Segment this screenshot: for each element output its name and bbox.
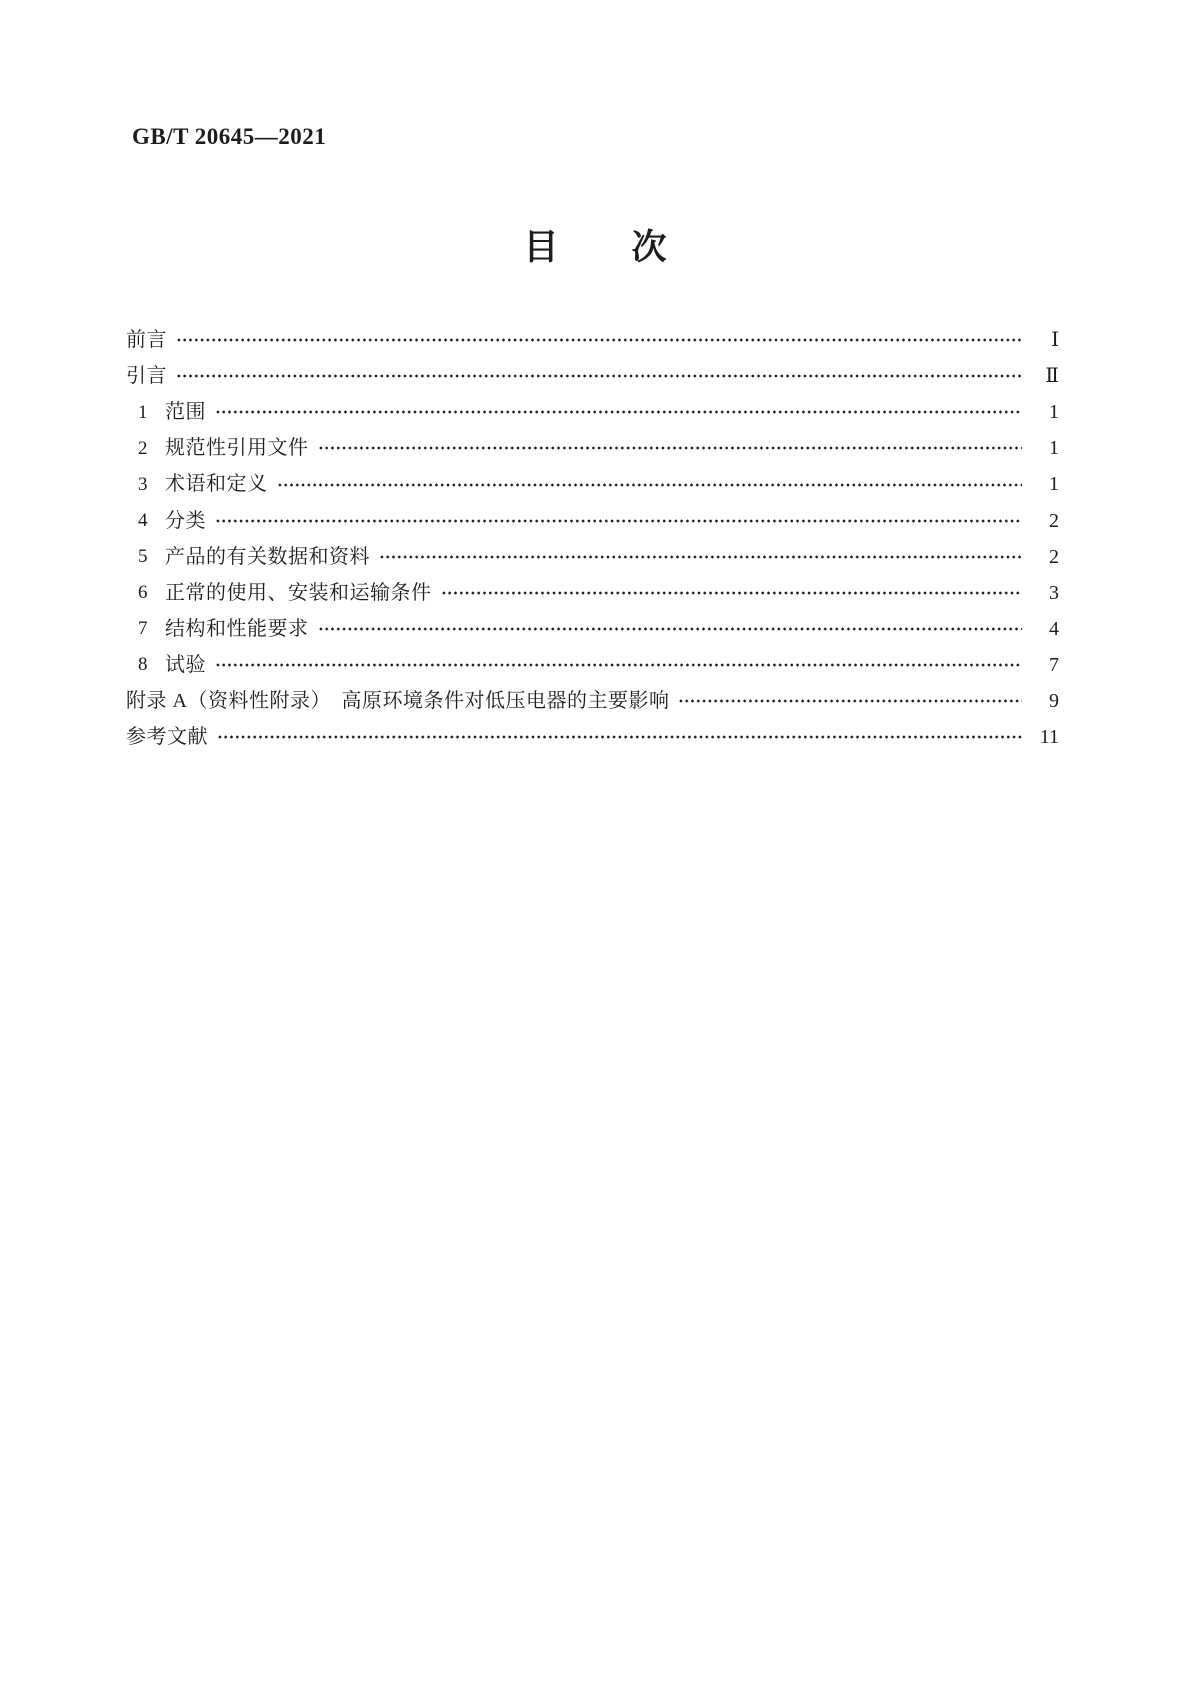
toc-entry-label: 规范性引用文件	[165, 437, 309, 460]
toc-entry	[126, 647, 1059, 683]
dot-leader	[176, 358, 1022, 394]
standard-number: GB/T 20645—2021	[132, 124, 327, 149]
toc-entry-page: 7	[1049, 653, 1059, 676]
toc-entry-page: 3	[1049, 581, 1059, 604]
toc-entry-number: 8	[138, 654, 148, 676]
toc-entry-label: 正常的使用、安装和运输条件	[165, 581, 432, 604]
toc-entry	[126, 719, 1059, 755]
dot-leader	[318, 611, 1023, 647]
dot-leader	[441, 575, 1023, 611]
dot-leader	[215, 647, 1022, 683]
toc-entry-number: 1	[138, 401, 148, 423]
toc-entry-page: 2	[1049, 545, 1059, 568]
toc-entry	[126, 611, 1059, 647]
toc-entry-label: 试验	[165, 653, 206, 676]
toc-entry-page: 1	[1049, 401, 1059, 424]
toc-entry-label: 分类	[165, 509, 206, 532]
toc-entry-page: 1	[1049, 437, 1059, 460]
toc-entry-label: 前言	[126, 329, 167, 352]
toc-entry-number: 3	[138, 473, 148, 495]
toc-entry	[126, 322, 1059, 358]
toc-entry	[126, 466, 1059, 502]
toc-entry-label: 参考文献	[126, 726, 208, 749]
toc-entry-page: Ⅱ	[1045, 365, 1059, 388]
toc-entry-label: 范围	[165, 401, 206, 424]
toc-entry	[126, 502, 1059, 538]
toc-entry	[126, 539, 1059, 575]
toc-entry-number: 4	[138, 510, 148, 532]
dot-leader	[379, 539, 1022, 575]
toc-entry-number: 2	[138, 437, 148, 459]
dot-leader	[215, 502, 1022, 538]
dot-leader	[678, 683, 1022, 719]
toc-entry-label: 产品的有关数据和资料	[165, 545, 370, 568]
dot-leader	[277, 466, 1023, 502]
toc-title: 目 次	[523, 228, 668, 267]
toc-entry-page: Ⅰ	[1051, 329, 1059, 352]
toc-entry-label: 术语和定义	[165, 473, 268, 496]
dot-leader	[215, 394, 1022, 430]
toc-entry	[126, 394, 1059, 430]
toc-entry-label: 引言	[126, 365, 167, 388]
dot-leader	[217, 719, 1022, 755]
dot-leader	[318, 430, 1023, 466]
toc-entry-page: 11	[1039, 726, 1059, 749]
toc-entry-page: 2	[1049, 509, 1059, 532]
toc-list	[126, 322, 1059, 755]
toc-entry	[126, 683, 1059, 719]
toc-entry-number: 5	[138, 546, 148, 568]
dot-leader	[176, 322, 1022, 358]
toc-entry-number: 6	[138, 582, 148, 604]
toc-entry	[126, 358, 1059, 394]
toc-entry-label: 结构和性能要求	[165, 617, 309, 640]
toc-entry	[126, 430, 1059, 466]
toc-entry-page: 1	[1049, 473, 1059, 496]
toc-entry-number: 7	[138, 618, 148, 640]
toc-entry-page: 9	[1049, 689, 1059, 712]
toc-entry	[126, 575, 1059, 611]
toc-entry-label: 附录 A（资料性附录） 高原环境条件对低压电器的主要影响	[126, 689, 670, 712]
toc-entry-page: 4	[1049, 617, 1059, 640]
